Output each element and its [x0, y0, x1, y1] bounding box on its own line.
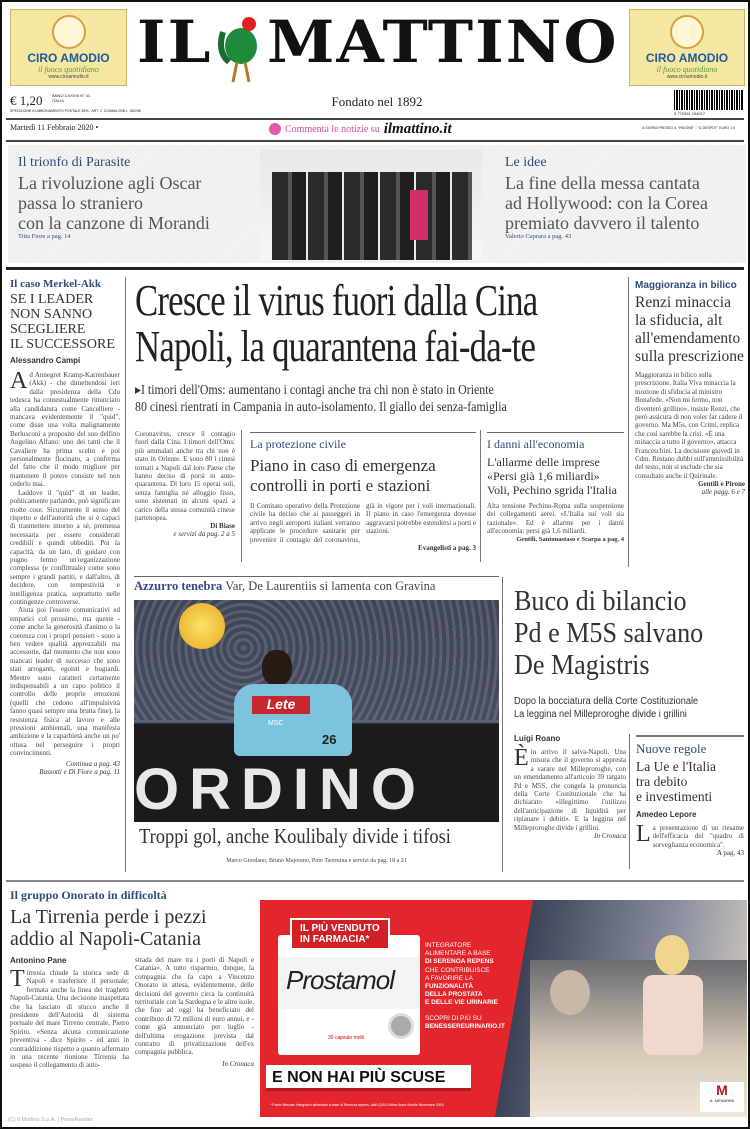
layout-block — [262, 650, 292, 686]
text: passa lo straniero — [18, 193, 143, 213]
page-ref[interactable]: A pag. 43 — [716, 849, 744, 858]
text: Dopo la bocciatura della Corte Costituzionale — [514, 696, 699, 707]
layout-block — [514, 585, 749, 617]
text: sulla prescrizione — [635, 348, 744, 365]
text: Var, De Laurentiis si lamenta con Gravina — [225, 579, 436, 593]
text: L'allarme delle imprese — [487, 455, 600, 469]
text: Renzi minaccia — [635, 294, 731, 311]
masthead-title-right: MATTINO — [267, 8, 619, 76]
text: I danni all'economia — [487, 437, 585, 451]
text: Amedeo Lepore — [636, 810, 697, 819]
continue-ref[interactable]: Continua a pag. 43 — [65, 759, 120, 768]
layout-block — [242, 17, 256, 31]
layout-block — [250, 432, 476, 453]
text: «Persi già 1,6 miliardi» — [487, 469, 600, 483]
text: Laddove il "quid" di un leader, politicamente parlando, può significare molte cose. Sicuramente il senso del rispetto e dell'autorità che si è capaci di trasmettere intorno a sé, premessa necessaria per essere considerati credibili e quindi obbediti. Poi la capacità, da un lato, di guidare con pugno fermo un'organizzazione complessa (e conflittuale) come sono sempre i grandi partiti, e dall'altro, di decidere, con tempestività e intelligenza pratica, soprattutto nelle contingenze controverse. — [10, 488, 120, 606]
price: € 1,20 — [10, 93, 43, 108]
copyright: (C) Il Mattino S.p.A. | PressReader — [8, 1117, 93, 1123]
koulibaly-photo[interactable] — [134, 600, 499, 822]
layout-block — [514, 617, 749, 649]
lead-subhead — [135, 381, 625, 415]
layout-block — [636, 821, 744, 849]
layout-block — [233, 62, 249, 82]
speech-bubble-icon — [269, 123, 281, 135]
protezione-civile-story[interactable] — [250, 432, 476, 552]
text: A — [10, 368, 28, 394]
text: ALIMENTARE A BASE — [425, 950, 491, 958]
layout-block — [135, 324, 615, 370]
text: A FAVORIRE LA — [425, 974, 473, 982]
shirt-number: 26 — [322, 732, 337, 747]
pack-count: 30 capsule molli — [328, 1035, 364, 1041]
text: INTEGRATORE — [425, 942, 472, 949]
layout-block — [514, 695, 749, 708]
text: Maggioranza in bilico — [635, 280, 737, 291]
page-ref[interactable]: Bassotti e Di Fiore a pag. 11 — [39, 767, 120, 776]
headline — [10, 292, 120, 352]
kicker: Le idee — [505, 155, 547, 170]
product-pack — [278, 935, 420, 1055]
sport-kicker — [134, 576, 499, 594]
issue-note: ANNO CXXVIII N° 41 ITALIA — [52, 93, 91, 103]
sport-headline[interactable] — [134, 824, 499, 849]
text: tra debito — [636, 774, 688, 789]
layout-block — [514, 708, 749, 721]
renzi-story[interactable] — [635, 280, 745, 496]
comment-text: Commenta le notizie su — [285, 123, 380, 135]
text: Voli, Pechino sgrida l'Italia — [487, 483, 617, 497]
text: Coronavirus, cresce il contagio fuori dalla Cina. I timori dell'Oms: più ammalati anche tra chi non è stato in Oriente. E sono 80 i cinesi tornati a Napoli dal loro Paese che hanno deciso di porsi in auto-quarantena. Di loro 15 operai soli, senza famiglia né alloggio fisso, sono sistemati in alcuni spazi a carico della stessa comunità cinese partenopea. — [135, 430, 235, 523]
text: strada del mare tra i porti di Napoli e Catania». A tutto risparmio, dunque, la compagnia che fa capo a Vincenzo Onorato in attesa, evidentemente, delle decisioni del governo circa la continuità territoriale con la Sardegna e le altre isole, che fino ad oggi ha beneficiato del contributo di 72 milioni di euro annui, e - come già annunciato per luglio - dell'ultima erogazione prevista dal contratto di privatizzazione dell'ex compagnia pubblica. — [135, 956, 254, 1057]
divider — [6, 140, 744, 142]
layout-block — [272, 172, 472, 260]
text: CHE CONTRIBUISCE — [425, 966, 490, 974]
barcode — [674, 90, 744, 110]
ball-icon — [179, 603, 225, 649]
text: La leggina nel Milleproroghe divide i grillini — [514, 709, 687, 720]
text: È — [514, 745, 529, 771]
ad-link[interactable]: BENESSEREURINARIO.IT — [425, 1022, 505, 1030]
site-link[interactable]: ilmattino.it — [383, 120, 452, 137]
text: IL PIÙ VENDUTO — [300, 923, 380, 934]
layout-block — [643, 975, 703, 1055]
layout-block — [655, 935, 689, 975]
top-story-left[interactable] — [18, 155, 258, 240]
page-ref[interactable]: In Cronaca — [222, 1059, 254, 1068]
layout-block — [514, 745, 626, 832]
text: Piano in caso di emergenza — [250, 456, 436, 475]
text: Evangelisti a pag. 3 — [418, 544, 476, 553]
text: Napoli, la quarantena fai-da-te — [135, 322, 536, 371]
regole-story[interactable] — [636, 735, 744, 857]
text: L — [636, 821, 651, 847]
lead-col1 — [135, 430, 235, 538]
shirt-sponsor-2: MSC — [268, 720, 284, 727]
text: all'emendamento — [635, 330, 741, 347]
text: DI SERENOA REPENS — [425, 958, 494, 966]
divider — [6, 880, 744, 882]
masthead-title-left: IL — [137, 8, 213, 76]
layout-block — [135, 278, 615, 324]
text: in arrivo il salva-Napoli. Una misura che il governo si appresta a varare nel Milleproroghe, con un emendamento all'articolo 39 targato Pd e M5S, che congela la pronuncia della Corte Costituzionale che ha dichiarato «illegittimo l'utilizzo dell'anticipazione di liquidità per ripianare i debiti». E la leggina nel Milleproroghe divide i grillini. — [514, 748, 626, 832]
column-divider — [502, 577, 503, 872]
page-ref: Valerio Caprara a pag. 43 — [505, 233, 572, 240]
ciro-amodio-logo-icon — [670, 15, 704, 49]
text: DELLA PROSTATA — [425, 991, 483, 999]
right-note: A GIORNI PRESSO IL "PAVONE" - "IL DESPOT" EURO 1,0 — [642, 126, 736, 130]
right-ear-ad[interactable] — [629, 9, 745, 86]
masthead-title — [137, 8, 622, 88]
maker-name: A. MENARINI — [709, 1098, 735, 1103]
text: controlli in porti e stazioni — [250, 476, 431, 495]
text: con la canzone di Morandi — [18, 213, 210, 233]
stadium-banner: ORDINO — [134, 757, 426, 822]
layout-block — [135, 398, 625, 415]
left-ear-ad[interactable] — [10, 9, 127, 86]
layout-block — [225, 28, 257, 64]
prostamol-ad[interactable] — [260, 900, 747, 1117]
menarini-m-icon: M — [716, 1082, 728, 1098]
layout-block — [10, 956, 129, 1070]
layout-block — [550, 970, 590, 1015]
bilancio-body — [514, 734, 626, 840]
ad-slogan: E NON HAI PIÙ SCUSE — [266, 1065, 471, 1091]
text: a presentazione di un riesame dell'efficacia del "quadro di sorveglianza economica". — [652, 824, 744, 849]
bestseller-badge — [290, 918, 390, 950]
text: Nuove regole — [636, 741, 707, 756]
text: Gentili, Santonastaso e Scarpa a pag. 4 — [516, 535, 624, 543]
ad-copy — [425, 942, 505, 1031]
headline — [250, 456, 476, 496]
headline — [487, 455, 624, 497]
founded-line: Fondato nel 1892 — [331, 94, 423, 109]
text: Troppi gol, anche Koulibaly divide i tifosi — [139, 824, 451, 848]
headline — [10, 906, 254, 950]
text: Antonino Pane — [10, 956, 67, 965]
text: la sfiducia, alt — [635, 312, 723, 329]
layout-block — [10, 966, 129, 1070]
text: La rivoluzione agli Oscar — [18, 173, 202, 193]
comment-promo[interactable] — [269, 120, 452, 138]
editorial-merkel[interactable] — [10, 278, 120, 776]
layout-block — [514, 649, 749, 681]
page-ref[interactable]: In Cronaca — [594, 832, 626, 841]
text: d Annegret Kramp-Karrenbauer (Akk) - che dimettendosi ieri dalla presidenza della Cdu tedesca ha contestualmente rinunciato alla candidatura come Cancelliere - mancava evidentemente il "quid", come disse una volta malignamente Berlusconi a proposito del suo delfino Angelino Alfano: uno dei tanti che il Cavaliere ha prima scelto e poi personalmente flocinato, a conferma del fatto che il modo migliore per mantenere il potere consiste nel non cederlo mai. — [10, 371, 120, 489]
shirt-sponsor: Lete — [252, 696, 310, 714]
ear-brand: CIRO AMODIO — [27, 51, 110, 65]
barcode-digits: 9 770391 194017 — [674, 111, 706, 116]
layout-block — [10, 368, 120, 489]
rooster-logo-icon — [215, 12, 267, 86]
text: IN FARMACIA* — [300, 934, 370, 945]
kicker: Il trionfo di Parasite — [18, 155, 131, 170]
text: IL SUCCESSORE — [10, 337, 115, 352]
layout-block — [388, 1013, 414, 1039]
postal-note: SPEDIZIONE IN ABBONAMENTO POSTALE 45% - ART. 2, COMMA 20/B L. 662/96 — [10, 109, 141, 113]
kicker: Il caso Merkel-Akk — [10, 278, 102, 290]
text: De Magistris — [514, 649, 650, 681]
ad-footnote: * Fonte Mercato Integratori alimentari a base di Serenoa repens, dati IQVIA Ultimo Anno Mobile Novembre 2019 — [270, 1103, 444, 1107]
page-ref[interactable]: alle pagg. 6 e 7 — [701, 488, 745, 497]
divider — [6, 267, 744, 270]
layout-block — [487, 432, 624, 453]
page-ref[interactable]: e servizi da pag. 2 a 5 — [173, 530, 235, 539]
headline — [636, 759, 744, 804]
headline — [635, 294, 745, 366]
ciro-amodio-logo-icon — [52, 15, 86, 49]
text: FUNZIONALITÀ — [425, 983, 474, 991]
text: Di Biase — [210, 522, 235, 531]
text: Il Comitato operativo della Protezione civile ha deciso che ai passeggeri in arrivo negli aeroporti italiani verranno applicate le procedure sanitarie per prevenire il contagio del coronavirus, già in vigore per i voli internazionali. Il piano in caso l'emergenza dovesse aggravarsi potrebbe estendersi a porti e stazioni. — [250, 502, 476, 544]
text: Pd e M5S salvano — [514, 617, 704, 649]
ear-url: www.ciroamodio.it — [666, 74, 708, 80]
layout-block — [10, 956, 254, 1070]
product-logo: Prostamol — [286, 965, 395, 995]
layout-block — [425, 983, 505, 991]
page-ref[interactable]: Marco Giordano, Bruno Majorano, Pino Taormina e servizi da pag. 18 a 21 — [226, 858, 407, 864]
text: premiato davvero il talento — [505, 213, 700, 233]
ear-brand: CIRO AMODIO — [645, 51, 729, 65]
text: La Tirrenia perde i pezzi — [10, 906, 207, 928]
text: ▸I timori dell'Oms: aumentano i contagi anche tra chi non è stato in Oriente — [135, 382, 494, 397]
layout-block — [410, 190, 428, 240]
text: Alta tensione Pechino-Roma sulla sospensione dei collegamenti aerei. «L'Italia sui voli sia razionale». Ed è allarme per i danni all'economia: persi già 1,6 miliardi. — [487, 502, 624, 536]
layout-block — [425, 999, 505, 1007]
text: Gentili e Pirone — [698, 480, 745, 489]
tirrenia-story[interactable] — [10, 888, 254, 1070]
text: SCOPRI DI PIÙ SU — [425, 1014, 482, 1022]
text: Azzurro tenebra — [134, 579, 223, 593]
text: SE I LEADER — [10, 292, 94, 307]
text: Aiuta poi l'essere comunicativi ed empatici col prossimo, ma queste - come anche la generosità d'animo o la coerenza con i propri pensieri - sono a ben vedere qualità apprezzabili ma accessorie, dal momento che non sono mancati leader di successo che sono stati arroganti, egoisti e bugiardi. Mentre sono caratteri certamente indispensabili a un capo politico il controllo delle proprie emozioni (quelli che cedono all'impulsività fanno quasi sempre una brutta fine), la resistenza fisica al lavoro e alle pressioni ambientali, una manifesta ambizione e la caparbietà anche un po' ottusa nel perseguire i propri convincimenti. — [10, 606, 120, 758]
text: Buco di bilancio — [514, 585, 687, 617]
top-story-right[interactable] — [505, 155, 745, 240]
author: Alessandro Campi — [10, 356, 81, 365]
column-divider — [629, 734, 630, 869]
text: addio al Napoli-Catania — [10, 928, 202, 950]
layout-block — [425, 991, 505, 999]
layout-block — [135, 381, 625, 398]
text: 80 cinesi rientrati in Campania in auto-isolamento. Il giallo dei senza-famiglia — [135, 399, 507, 414]
menarini-logo — [700, 1082, 744, 1112]
text: Maggioranza in bilico sulla prescrizione. Italia Viva minaccia la mozione di sfiducia al ministro Bonafede. «Non mi fermo, non diventerò grillino», insiste Renzi, che però assicura di non voler far cadere il governo. Ma M5s, con Crimi, replica che così sarebbe la crisi. «È una minaccia a tutto il governo», attacca Franceschini. La decisione giovedì in Cdm. Restano dubbi sull'ammissibilità del testo, non si esclude che sia consultato anche il Quirinale. — [635, 371, 744, 480]
ear-url: www.ciroamodio.it — [48, 74, 89, 80]
text: SCEGLIERE — [10, 322, 86, 337]
text: Il gruppo Onorato in difficoltà — [10, 888, 167, 902]
text: La Ue e l'Italia — [636, 759, 717, 774]
text: ad Hollywood: con la Corea — [505, 193, 708, 213]
ear-tagline: il fuoco quotidiano — [38, 65, 99, 74]
text: E DELLE VIE URINARIE — [425, 999, 498, 1007]
text: e investimenti — [636, 789, 713, 804]
column-divider — [480, 430, 481, 562]
page-ref: Titta Fiore a pag. 14 — [18, 233, 71, 240]
text: Luigi Roano — [514, 734, 561, 743]
text: Cresce il virus fuori dalla Cina — [135, 276, 538, 325]
bilancio-subhead — [514, 695, 749, 721]
text: La fine della messa cantata — [505, 173, 700, 193]
bilancio-headline[interactable] — [514, 585, 749, 681]
oscar-photo — [260, 150, 482, 260]
text: La protezione civile — [250, 437, 346, 451]
column-divider — [125, 277, 126, 872]
text: NON SANNO — [10, 307, 93, 322]
economia-story[interactable] — [487, 432, 624, 543]
issue-date: Martedì 11 Febbraio 2020 • — [10, 123, 99, 132]
layout-block — [425, 1023, 505, 1031]
headline — [18, 173, 258, 233]
layout-block — [425, 958, 505, 966]
text: T — [10, 966, 25, 992]
ear-tagline: il fuoco quotidiano — [656, 65, 718, 74]
column-divider — [628, 277, 629, 567]
text: irrenia chiude la storica sede di Napoli e trasferisce il personale; fermata anche la linea dei traghetti Napoli-Catania. Una decisione inaspettata che ha lasciato di stucco anche il presidente dell'Autorità di sistema portuale del mare Tirreno centrale, Pietro Spirito. «Senza alcuna comunicazione preventiva - dice Spirito - ed anzi in contraddizione rispetto a quanto affermato in una recente riunione Tirrenia ha sospeso il collegamento di auto- — [10, 969, 129, 1070]
headline — [505, 173, 745, 233]
lead-headline[interactable] — [135, 278, 615, 370]
column-divider — [241, 430, 242, 562]
layout-block — [135, 956, 254, 1070]
